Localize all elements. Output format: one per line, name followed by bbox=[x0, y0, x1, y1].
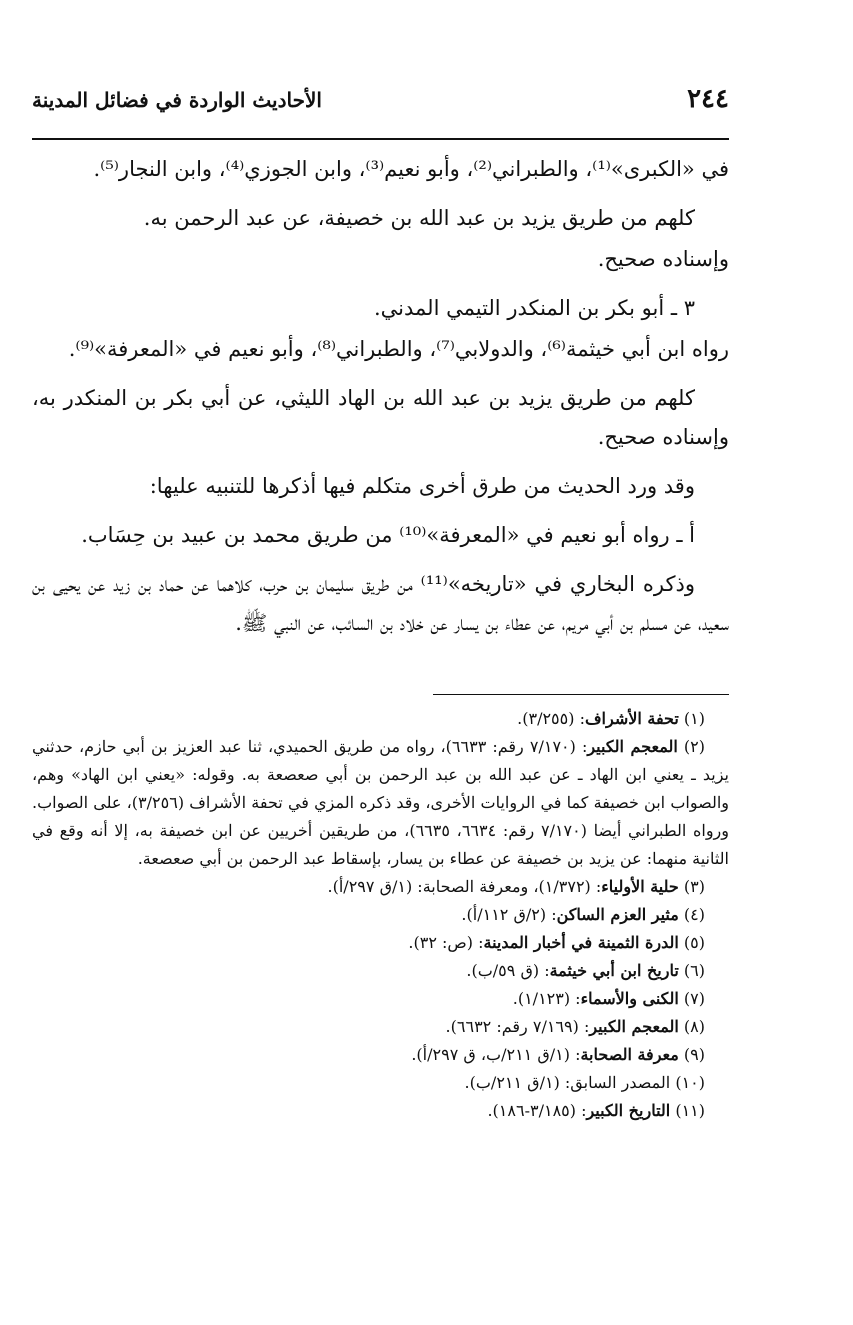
footnote-number: (٥) bbox=[683, 933, 705, 952]
footnote-number: (٢) bbox=[683, 737, 706, 756]
footnote-source: معرفة الصحابة bbox=[580, 1045, 679, 1064]
footnote-source: الدرة الثمينة في أخبار المدينة bbox=[483, 933, 679, 952]
footnote-item bbox=[32, 929, 729, 957]
footnote-number: (٣) bbox=[683, 877, 705, 896]
footnote-item bbox=[32, 1097, 729, 1125]
body-paragraph: كلهم من طريق يزيد بن عبد الله بن الهاد الليثي، عن أبي بكر بن المنكدر به، وإسناده صحيح. bbox=[32, 386, 729, 449]
footnote-item bbox=[32, 873, 729, 901]
footnote-text: : (١/ق ٢١١/ب). bbox=[464, 1073, 571, 1092]
footnote-text: : (٧/١٧٠ رقم: ٦٦٣٣)، رواه من طريق الحميدي، ثنا عبد العزيز بن أبي حازم، حدثني يزيد ـ يعني ابن الهاد ـ عن عبد الله بن عبد الرحمن بن أبي صعصعة به. وقوله: «يعني ابن الهاد» وهم، والصواب ابن خصيفة كما في الروايات الأخرى، وقد ذكره المزي في تحفة الأشراف (٣/٢٥٦)، على الصواب. ورواه الطبراني أيضا (٧/١٧٠ رقم: ٦٦٣٤، ٦٦٣٥)، من طريقين أخريين عن ابن خصيفة به، إلا أنه وقع في الثانية منهما: عن يزيد بن خصيفة عن عطاء بن يسار، بإسقاط عبد الرحمن بن أبي صعصعة. bbox=[32, 737, 730, 868]
footnote-text: : (ق ٥٩/ب). bbox=[466, 961, 550, 980]
header-rule bbox=[32, 138, 729, 140]
footnote-text: : (٣/٢٥٥). bbox=[517, 709, 585, 728]
footnote-source: مثير العزم الساكن bbox=[556, 905, 679, 924]
footnotes bbox=[32, 705, 729, 1125]
footnote-source: المصدر السابق bbox=[570, 1073, 671, 1092]
footnote-number: (٩) bbox=[683, 1045, 705, 1064]
footnote-text: : (٢/ق ١١٢/أ). bbox=[461, 905, 557, 924]
footnote-item bbox=[32, 1041, 729, 1069]
footnote-source: التاريخ الكبير bbox=[586, 1101, 671, 1120]
page-header bbox=[32, 84, 729, 114]
footnote-source: المعجم الكبير bbox=[587, 737, 678, 756]
main-text bbox=[32, 150, 729, 653]
body-paragraph: رواه ابن أبي خيثمة⁽⁶⁾، والدولابي⁽⁷⁾، والطبراني⁽⁸⁾، وأبو نعيم في «المعرفة»⁽⁹⁾. bbox=[68, 337, 729, 361]
body-paragraph: وذكره البخاري في «تاريخه»⁽¹¹⁾ من طريق سليمان بن حرب، كلاهما عن حماد بن زيد عن يحيى بن سعيد، عن مسلم بن أبي مريم، عن عطاء بن يسار عن خلاد بن السائب، عن النبي ﷺ. bbox=[32, 572, 729, 635]
footnote-source: حلية الأولياء bbox=[601, 877, 679, 896]
body-paragraph: وقد ورد الحديث من طرق أخرى متكلم فيها أذكرها للتنبيه عليها: bbox=[149, 474, 695, 498]
footnote-source: الكنى والأسماء bbox=[580, 989, 679, 1008]
footnote-item bbox=[32, 985, 729, 1013]
footnote-text: : (٧/١٦٩ رقم: ٦٦٣٢). bbox=[445, 1017, 590, 1036]
footnote-text: : (ص: ٣٢). bbox=[408, 933, 484, 952]
footnote-number: (٦) bbox=[683, 961, 705, 980]
footnote-text: : (١/١٢٣). bbox=[512, 989, 581, 1008]
footnote-source: تاريخ ابن أبي خيثمة bbox=[549, 961, 679, 980]
footnote-source: المعجم الكبير bbox=[589, 1017, 679, 1036]
footnote-number: (٧) bbox=[683, 989, 705, 1008]
footnote-number: (٤) bbox=[683, 905, 705, 924]
footnote-item bbox=[32, 733, 729, 873]
footnote-rule bbox=[433, 694, 729, 695]
running-title: الأحاديث الواردة في فضائل المدينة bbox=[32, 88, 322, 112]
footnote-item bbox=[32, 901, 729, 929]
footnote-item bbox=[32, 1069, 729, 1097]
footnote-number: (١٠) bbox=[675, 1073, 705, 1092]
body-paragraph: في «الكبرى»⁽¹⁾، والطبراني⁽²⁾، وأبو نعيم⁽³⁾، وابن الجوزي⁽⁴⁾، وابن النجار⁽⁵⁾. bbox=[93, 157, 729, 181]
footnote-text: : (١/ق ٢١١/ب، ق ٢٩٧/أ). bbox=[411, 1045, 581, 1064]
body-paragraph: وإسناده صحيح. bbox=[597, 247, 729, 271]
footnote-item bbox=[32, 1013, 729, 1041]
footnote-number: (١) bbox=[683, 709, 705, 728]
footnote-number: (١١) bbox=[675, 1101, 705, 1120]
body-paragraph: كلهم من طريق يزيد بن عبد الله بن خصيفة، عن عبد الرحمن به. bbox=[143, 206, 695, 230]
footnote-text: : (١/٣٧٢)، ومعرفة الصحابة: (١/ق ٢٩٧/أ). bbox=[327, 877, 602, 896]
footnote-number: (٨) bbox=[683, 1017, 705, 1036]
body-paragraph: ٣ ـ أبو بكر بن المنكدر التيمي المدني. bbox=[374, 296, 695, 320]
footnote-item bbox=[32, 705, 729, 733]
footnote-text: : (٣/١٨٥-١٨٦). bbox=[487, 1101, 587, 1120]
page-number: ٢٤٤ bbox=[687, 84, 729, 114]
footnote-item bbox=[32, 957, 729, 985]
body-paragraph: أ ـ رواه أبو نعيم في «المعرفة»⁽¹⁰⁾ من طريق محمد بن عبيد بن حِسَاب. bbox=[81, 523, 695, 547]
footnote-source: تحفة الأشراف bbox=[584, 709, 679, 728]
